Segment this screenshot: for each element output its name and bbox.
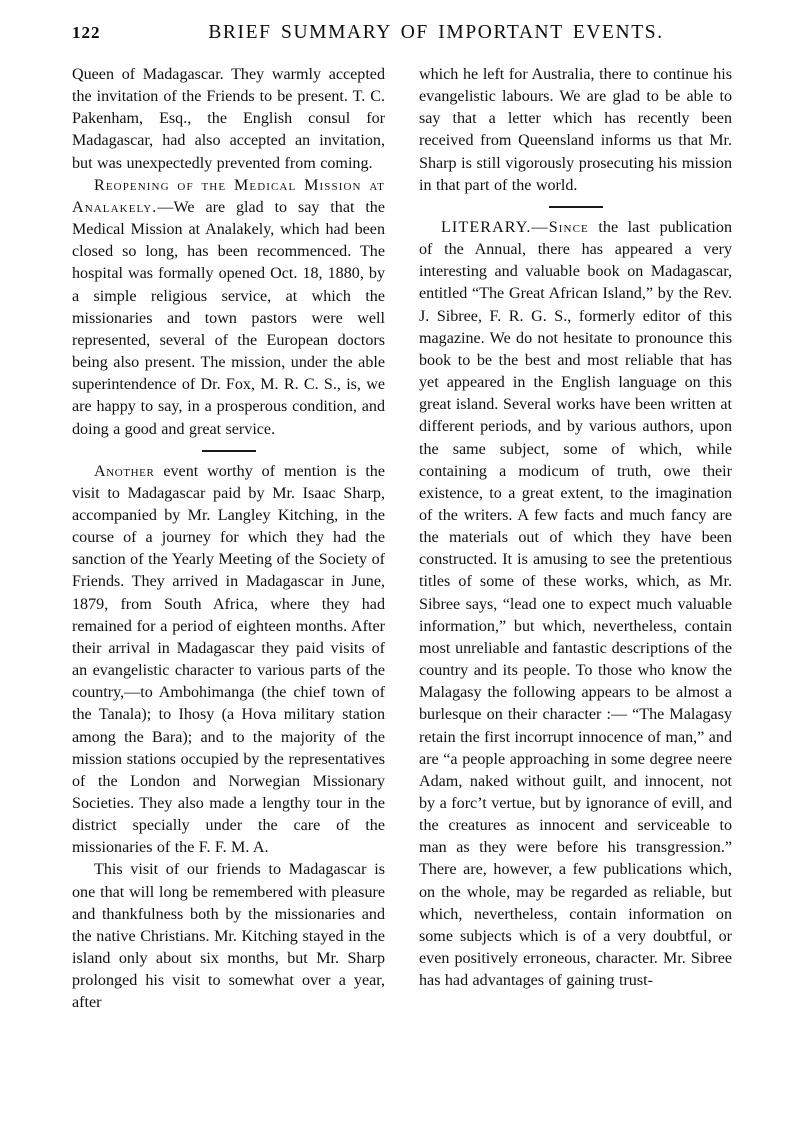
section-heading-reopening: Reopening of the Medical Mission at Analakely. — [72, 176, 385, 216]
running-head-title: BRIEF SUMMARY OF IMPORTANT EVENTS. — [208, 22, 664, 43]
lead-in-smallcaps-another: Another — [94, 462, 155, 480]
paragraph-australia-continuation: which he left for Australia, there to continue his evangelistic labours. We are glad to be able to say that a letter which has recently been received from Queensland informs us that Mr. Sharp is still vigorously prosecuting his mission in that part of the world. — [419, 66, 732, 194]
page-folio-number: 122 — [72, 23, 101, 42]
paragraph-body: —We are glad to say that the Medical Mission at Analakely, which had been closed so long, has been recommenced. The hospital was formally opened Oct. 18, 1880, by a simple religious service, at which the missionaries and town pastors were well represented, several of the European doctors being also present. The mission, under the able superintendence of Dr. Fox, M. R. C. S., is, we are happy to say, in a prosperous condition, and doing a good and great service. — [72, 198, 385, 438]
paragraph-visit-remembered: This visit of our friends to Madagascar is one that will long be remembered with pleasure and thankfulness both by the missionaries and the native Christians. Mr. Kitching stayed in the island only about six months, but Mr. Sharp prolonged his visit to somewhat over a year, after — [72, 861, 385, 1012]
section-divider-rule — [202, 450, 256, 452]
running-head — [72, 22, 728, 54]
paragraph-literary — [419, 217, 732, 992]
paragraph-body: event worthy of mention is the visit to Madagascar paid by Mr. Isaac Sharp, accompanied by Mr. Langley Kitching, in the course of a journey for which they had the sanction of the Yearly Meeting of the Society of Friends. They arrived in Madagascar in June, 1879, from South Africa, where they had remained for a period of eighteen months. After their arrival in Madagascar they paid visits of an evangelistic character to various parts of the country,—to Ambohimanga (the chief town of the Tanala); to Ihosy (a Hova military station among the Bara); and to the majority of the mission stations occupied by the representatives of the London and Norwegian Missionary Societies. They also made a lengthy tour in the district specially under the care of the missionaries of the F. F. M. A. — [72, 462, 385, 857]
section-heading-literary: LITERARY.—Since — [441, 218, 589, 236]
section-divider-rule — [549, 206, 603, 208]
paragraph-reopening-medical-mission — [72, 175, 385, 441]
paragraph-another-event — [72, 461, 385, 860]
left-column — [72, 64, 385, 1084]
body-columns — [72, 64, 732, 1084]
paragraph-body: the last publication of the Annual, there has appeared a very interesting and valuable book on Madagascar, entitled “The Great African Island,” by the Rev. J. Sibree, F. R. G. S., formerly editor of this magazine. We do not hesitate to pronounce this book to be the best and most reliable that has yet appeared in the English language on this great island. Several works have been written at different periods, and by various authors, upon the same subject, some of which, while containing a modicum of truth, owe their existence, to a great extent, to the imagination of the writers. A few facts and much fancy are the materials out of which they have been constructed. It is amusing to see the pretentious titles of some of these works, which, as Mr. Sibree says, “lead one to expect much valuable information,” but which, nevertheless, contain most unreliable and fantastic descriptions of the country and its people. To those who know the Malagasy the following appears to be almost a burlesque on their character :— “The Malagasy retain the first incorrupt innocence of man,” and are “a people approaching in some degree neere Adam, naked without guilt, and innocent, not by a forc’t vertue, but by ignorance of evill, and the creatures as innocent and serviceable to man as they were before his transgression.” There are, however, a few publications which, on the whole, may be regarded as reliable, but which, nevertheless, contain information on some subjects which is of a very doubtful, or even positively erroneous, character. Mr. Sibree has had advantages of gaining trust- — [419, 218, 732, 990]
paragraph-continuation: Queen of Madagascar. They warmly accepted the invitation of the Friends to be present. T. C. Pakenham, Esq., the English consul for Madagascar, had also accepted an invitation, but was unexpectedly prevented from coming. — [72, 66, 385, 172]
right-column — [419, 64, 732, 1084]
